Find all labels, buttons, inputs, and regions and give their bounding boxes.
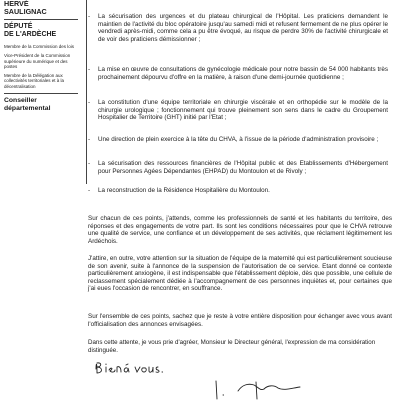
bullet-dash-icon: - (88, 160, 91, 167)
list-item (88, 187, 388, 195)
author-name-first: HERVÉ (4, 0, 29, 8)
second-role-title: Conseiller (4, 97, 37, 105)
sidebar-divider-2 (4, 93, 78, 94)
bullet-dash-icon: - (88, 187, 91, 194)
paragraph-expectations: Sur chacun de ces points, j'attends, comme les professionnels de santé et les habitants du territoire, des réponses et des engagements de votre part. Ils sont les conditions nécessaires pour que le CHVA retrouve une qualité de service, une confiance et un développement de ses activités, que réclament légitimement les Ardéchois. (88, 215, 392, 245)
list-item (88, 136, 388, 144)
bullet-dash-icon: - (88, 99, 91, 106)
bullet-dash-icon: - (88, 66, 91, 73)
second-role-subtitle: départemental (4, 104, 51, 112)
handwritten-signature (88, 355, 392, 400)
closing-formula: Dans cette attente, je vous prie d'agréer, Monsieur le Directeur général, l'expression de ma considération distinguée. (88, 339, 376, 354)
list-item-text: La sécurisation des urgences et du plateau chirurgical de l'Hôpital. Les praticiens demandent le maintien de l'activité du bloc opératoire jusqu'au samedi midi et refusent fermement de ne plus opérer le vendredi après-midi, comme cela a pu être évoqué, au risque de perdre 30% de l'activité chirurgicale et de voir des praticiens démissionner ; (98, 13, 388, 43)
bullet-dash-icon: - (88, 136, 91, 143)
sidebar-divider (4, 19, 78, 20)
list-item-text: La sécurisation des ressources financières de l'Hôpital public et des Etablissements d'Hébergement pour Personnes Agées Dépendantes (EHPAD) du Montoulon et de Rivoly ; (98, 160, 388, 175)
sidebar-item-commission-lois: Membre de la Commission des lois (4, 44, 75, 49)
list-item-text: La constitution d'une équipe territoriale en chirurgie viscérale et en orthopédie sur le modèle de la chirurgie urologique ; fonctionnement qui trouve pleinement son sens dans le cadre du Groupement Hospitalier de Territoire (GHT) initié par l'Etat ; (98, 99, 388, 121)
list-item (88, 66, 388, 81)
sidebar-separator-line (86, 0, 87, 184)
list-item-text: La reconstruction de la Résidence Hospitalière du Montoulon. (98, 187, 270, 194)
role-title: DÉPUTÉ (4, 23, 33, 30)
paragraph-availability: Sur l'ensemble de ces points, sachez que je reste à votre entière disposition pour échanger avec vous avant l'officialisation des annonces envisagées. (88, 313, 392, 328)
paragraph-maternity: J'attire, en outre, votre attention sur la situation de l'équipe de la maternité qui est particulièrement soucieuse de son avenir, suite à l'annonce de la suspension de l'autorisation de ce service. Etant donné ce contexte particulièrement anxiogène, il est indispensable que l'établissement déploie, dès que possible, une cellule de reclassement spécialement dédiée à l'accompagnement de ces personnes inquiètes et, pour certaines que j'ai eues l'occasion de rencontrer, en souffrance. (88, 255, 392, 293)
author-name-last: SAULIGNAC (4, 7, 47, 16)
bullet-dash-icon: - (88, 13, 91, 20)
sidebar-item-delegation: Membre de la Délégation aux collectivités territoriales et à la décentralisation (4, 73, 65, 89)
role-department: DE L'ARDÈCHE (4, 31, 57, 38)
list-item (88, 160, 388, 175)
list-item-text: La mise en œuvre de consultations de gynécologie médicale pour notre bassin de 54 000 habitants très prochainement dépourvu d'offre en la matière, à raison d'une demi-journée quotidienne ; (98, 66, 388, 81)
list-item (88, 99, 388, 122)
list-item-text: Une direction de plein exercice à la tête du CHVA, à l'issue de la période d'administration provisoire ; (98, 136, 379, 143)
sidebar-item-commission-numerique: Vice-Président de la Commission supérieure du numérique et des postes (4, 53, 71, 69)
sidebar (4, 0, 82, 112)
list-item (88, 13, 388, 43)
